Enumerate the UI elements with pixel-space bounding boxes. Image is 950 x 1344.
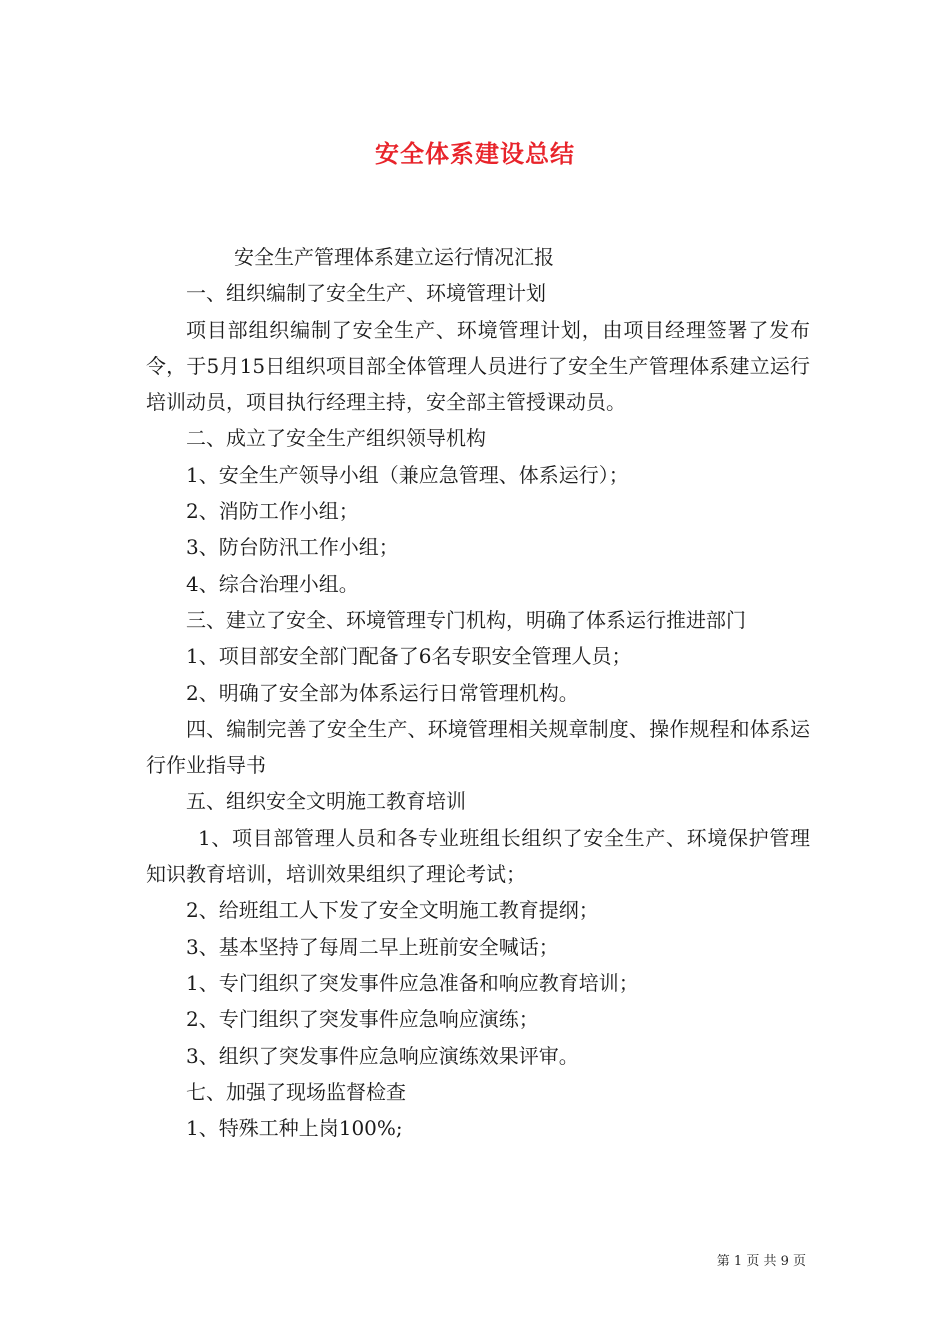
section-heading-5: 五、组织安全文明施工教育培训 [186,789,466,814]
list-item: 2、给班组工人下发了安全文明施工教育提纲； [186,898,599,923]
paragraph-report-heading: 安全生产管理体系建立运行情况汇报 [234,245,554,269]
list-item: 3、组织了突发事件应急响应演练效果评审。 [186,1043,579,1068]
list-item: 2、专门组织了突发事件应急响应演练； [186,1007,539,1032]
page-number-footer: 第 1 页 共 9 页 [716,1254,806,1269]
list-item: 3、防台防汛工作小组； [186,535,399,560]
section-heading-7: 七、加强了现场监督检查 [186,1079,406,1104]
list-item: 1、专门组织了突发事件应急准备和响应教育培训； [186,970,639,995]
document-body [146,239,810,1146]
list-item: 1、项目部安全部门配备了6名专职安全管理人员； [186,644,632,669]
document-title: 安全体系建设总结 [375,140,575,168]
list-item: 1、项目部管理人员和各专业班组长组织了安全生产、环境保护管理知识教育培训，培训效果组织了理论考试； [146,825,810,887]
section-heading-4: 四、编制完善了安全生产、环境管理相关规章制度、操作规程和体系运行作业指导书 [146,716,810,778]
section-heading-3: 三、建立了安全、环境管理专门机构，明确了体系运行推进部门 [186,607,746,632]
list-item: 4、综合治理小组。 [186,571,359,596]
list-item: 2、明确了安全部为体系运行日常管理机构。 [186,680,579,705]
list-item: 3、基本坚持了每周二早上班前安全喊话； [186,934,559,959]
section-heading-2: 二、成立了安全生产组织领导机构 [186,426,486,451]
section-heading-1: 一、组织编制了安全生产、环境管理计划 [186,281,546,306]
list-item: 1、安全生产领导小组（兼应急管理、体系运行）； [186,462,629,487]
list-item: 2、消防工作小组； [186,499,359,524]
list-item: 1、特殊工种上岗100%; [186,1116,403,1141]
paragraph: 项目部组织编制了安全生产、环境管理计划，由项目经理签署了发布令，于5月15日组织项目部全体管理人员进行了安全生产管理体系建立运行培训动员，项目执行经理主持，安全部主管授课动员。 [146,317,810,415]
